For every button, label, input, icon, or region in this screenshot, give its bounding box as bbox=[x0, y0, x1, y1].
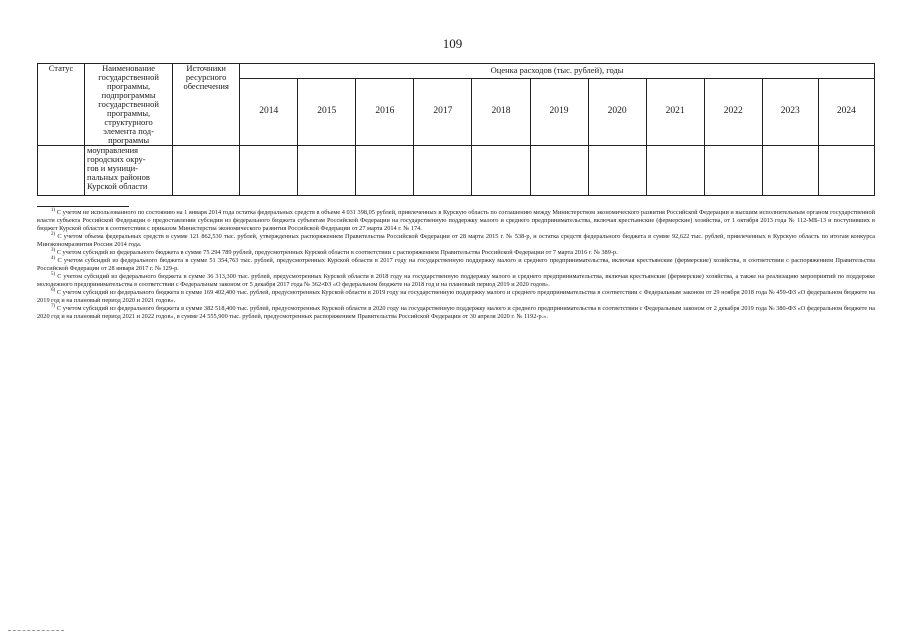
year-cell: 2016 bbox=[356, 78, 414, 145]
footnote-mark: 5) bbox=[51, 271, 56, 277]
year-cell: 2020 bbox=[588, 78, 646, 145]
value-cell bbox=[414, 146, 472, 196]
value-cell bbox=[588, 146, 646, 196]
footnote bbox=[37, 305, 875, 321]
header-status: Статус bbox=[38, 64, 85, 146]
year-cell: 2024 bbox=[818, 78, 874, 145]
footnote-text: С учетом не использованного по состоянию на 1 января 2014 года остатка федеральных средств в объеме 4 031 398,05 рублей, привлеченных в Курскую область по соглашению между Министерством экономического развития Российской Федерации и высшим исполнительным органом государственной власти субъекта Российской Федерации о предоставлении субсидии из федерального бюджета субъектам Российской Федерации на государственную поддержку малого и среднего предпринимательства, включая крестьянские (фермерские) хозяйства, от 1 октября 2013 года № 112-МБ-13 и поступивших в бюджет Курской области в соответствии с приказом Министерства экономического развития Российской Федерации от 27 марта 2014 г. № 174. bbox=[37, 209, 875, 232]
value-cell bbox=[356, 146, 414, 196]
footnote-text: С учетом объема федеральных средств в сумме 121 862,530 тыс. рублей, утвержденных распоряжением Правительства Российской Федерации от 28 марта 2015 г. № 538-р, и остатка средств федерального бюджета в сумме 92,622 тыс. рублей, привлеченных в Курскую область по итогам конкурса Минэкономразвития России 2014 года. bbox=[37, 233, 876, 248]
row-status bbox=[38, 146, 85, 196]
value-cell bbox=[704, 146, 762, 196]
footnote bbox=[37, 257, 875, 273]
footnote-mark: 2) bbox=[51, 231, 56, 237]
footnote-mark: 3) bbox=[51, 247, 56, 253]
value-cell bbox=[762, 146, 818, 196]
year-cell: 2023 bbox=[762, 78, 818, 145]
value-cell bbox=[646, 146, 704, 196]
footnote-separator bbox=[37, 206, 129, 207]
year-cell: 2019 bbox=[530, 78, 588, 145]
budget-table bbox=[37, 63, 875, 196]
row-source bbox=[173, 146, 240, 196]
footnote bbox=[37, 233, 875, 249]
table-row bbox=[38, 146, 875, 196]
footnote bbox=[37, 249, 875, 257]
value-cell bbox=[240, 146, 298, 196]
footnotes bbox=[37, 209, 875, 321]
table-header-row bbox=[38, 64, 875, 79]
page-number: 109 bbox=[442, 36, 463, 51]
year-cell: 2018 bbox=[472, 78, 530, 145]
header-expenses: Оценка расходов (тыс. рублей), годы bbox=[240, 64, 875, 79]
scan-artifact bbox=[8, 630, 64, 634]
year-cell: 2022 bbox=[704, 78, 762, 145]
footnote bbox=[37, 209, 875, 233]
footnote-text: С учетом субсидий из федерального бюджета в сумме 51 354,763 тыс. рублей, предусмотренных Курской области в 2017 году на государственную поддержку малого и среднего предпринимательства, включая крестьянские (фермерские) хозяйства, в соответствии с распоряжением Правительства Российской Федерации от 28 января 2017 г. № 129-р. bbox=[37, 257, 875, 272]
footnote-mark: 6) bbox=[51, 287, 56, 293]
footnote-mark: 7) bbox=[51, 303, 56, 309]
year-cell: 2014 bbox=[240, 78, 298, 145]
row-name: моуправления городских окру- гов и муници- пальных районов Курской области bbox=[85, 146, 173, 196]
header-source: Источники ресурсного обеспечения bbox=[173, 64, 240, 146]
footnote-text: С учетом субсидий из федерального бюджета в сумме 169 402,400 тыс. рублей, предусмотренных Курской области в 2019 году на государственную поддержку малого и среднего предпринимательства в соответствии с Федеральным законом от 29 ноября 2018 года № 459-ФЗ «О федеральном бюджете на 2019 год и на плановый период 2020 и 2021 годов». bbox=[37, 289, 875, 304]
year-cell: 2021 bbox=[646, 78, 704, 145]
footnote-text: С учетом субсидий из федерального бюджета в сумме 75 294 789 рублей, предусмотренных Курской области в соответствии с распоряжением Правительства Российской Федерации от 7 марта 2016 г. № 389-р. bbox=[56, 249, 618, 256]
footnote-mark: 1) bbox=[51, 207, 56, 213]
value-cell bbox=[472, 146, 530, 196]
footnote-text: С учетом субсидий из федерального бюджета в сумме 382 518,400 тыс. рублей, предусмотренных Курской области в 2020 году на государственную поддержку малого и среднего предпринимательства в соответствии с Федеральным законом от 2 декабря 2019 года № 380-ФЗ «О федеральном бюджете на 2020 год и на плановый период 2021 и 2022 годов», в сумме 24 555,900 тыс. рублей, предусмотренных распоряжением Правительства Российской Федерации от 30 апреля 2020 г. № 1192-р.». bbox=[37, 305, 875, 320]
value-cell bbox=[818, 146, 874, 196]
footnote-mark: 4) bbox=[51, 255, 56, 261]
header-name: Наименование государственной программы, подпрограммы государственной программы, структурного элемента под- программы bbox=[85, 64, 173, 146]
footnote bbox=[37, 273, 875, 289]
year-cell: 2015 bbox=[298, 78, 356, 145]
year-cell: 2017 bbox=[414, 78, 472, 145]
value-cell bbox=[530, 146, 588, 196]
footnote-text: С учетом субсидий из федерального бюджета в сумме 36 313,300 тыс. рублей, предусмотренных Курской области в 2018 году на государственную поддержку малого и среднего предпринимательства, включая крестьянские (фермерские) хозяйства, а также на реализацию мероприятий по поддержке молодежного предпринимательства в соответствии с Федеральным законом от 5 декабря 2017 года № 362-ФЗ «О федеральном бюджете на 2018 год и на плановый период 2019 и 2020 годов». bbox=[37, 273, 875, 288]
value-cell bbox=[298, 146, 356, 196]
footnote bbox=[37, 289, 875, 305]
